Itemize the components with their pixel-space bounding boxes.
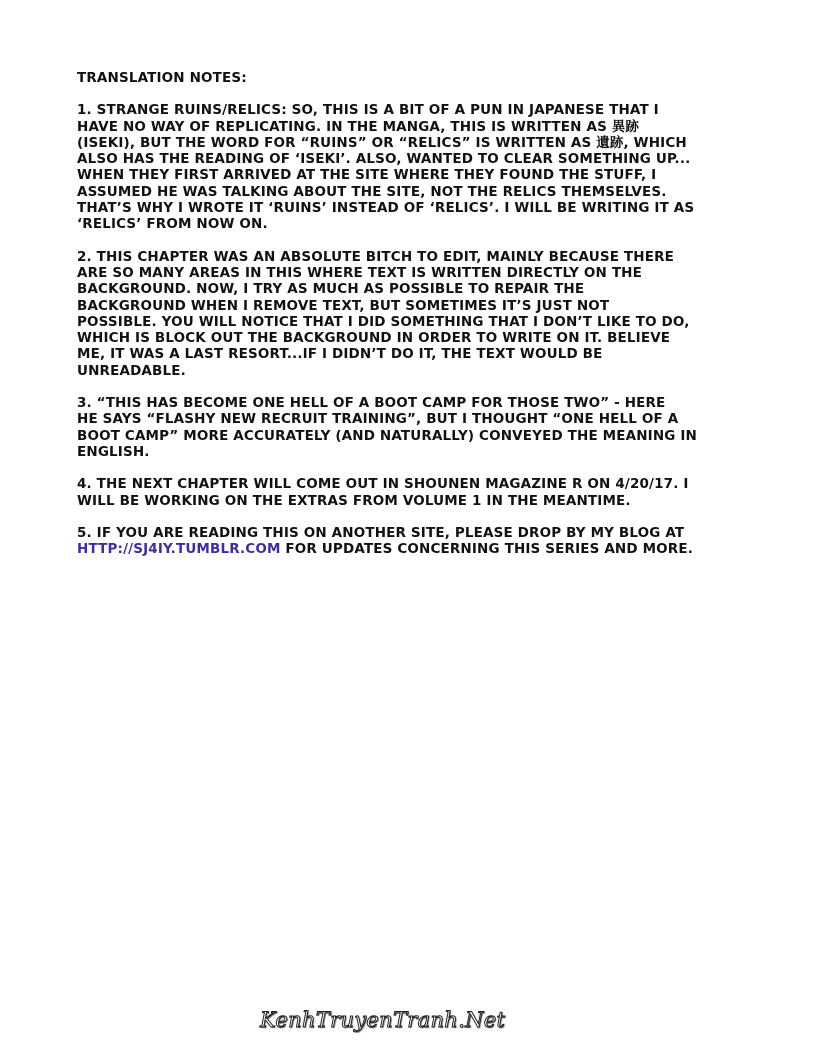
translation-notes [77, 70, 757, 573]
note-4: 4. THE NEXT CHAPTER WILL COME OUT IN SHOUNEN MAGAZINE R ON 4/20/17. I WILL BE WORKING ON THE EXTRAS FROM VOLUME 1 IN THE MEANTIME. [77, 476, 689, 509]
note-5 [77, 525, 757, 558]
note-5-text-start: 5. IF YOU ARE READING THIS ON ANOTHER SITE, PLEASE DROP BY MY BLOG AT [77, 524, 685, 541]
notes-title: TRANSLATION NOTES: [77, 70, 247, 86]
blog-link[interactable]: HTTP://SJ4IY.TUMBLR.COM [77, 541, 281, 558]
watermark-logo: KenhTruyenTranh.Net [260, 1008, 506, 1032]
note-5-text-end: FOR UPDATES CONCERNING THIS SERIES AND MORE. [280, 541, 693, 558]
note-2: 2. THIS CHAPTER WAS AN ABSOLUTE BITCH TO EDIT, MAINLY BECAUSE THERE ARE SO MANY AREAS IN THIS WHERE TEXT IS WRITTEN DIRECTLY ON THE BACKGROUND. NOW, I TRY AS MUCH AS POSSIBLE TO REPAIR THE BACKGROUND WHEN I REMOVE TEXT, BUT SOMETIMES IT’S JUST NOT POSSIBLE. YOU WILL NOTICE THAT I DID SOMETHING THAT I DON’T LIKE TO DO, WHICH IS BLOCK OUT THE BACKGROUND IN ORDER TO WRITE ON IT. BELIEVE ME, IT WAS A LAST RESORT...IF I DIDN’T DO IT, THE TEXT WOULD BE UNREADABLE. [77, 248, 690, 379]
note-3: 3. “THIS HAS BECOME ONE HELL OF A BOOT CAMP FOR THOSE TWO” - HERE HE SAYS “FLASHY NEW RECRUIT TRAINING”, BUT I THOUGHT “ONE HELL OF A BOOT CAMP” MORE ACCURATELY (AND NATURALLY) CONVEYED THE MEANING IN ENGLISH. [77, 395, 698, 460]
note-1: 1. STRANGE RUINS/RELICS: SO, THIS IS A BIT OF A PUN IN JAPANESE THAT I HAVE NO WAY OF REPLICATING. IN THE MANGA, THIS IS WRITTEN AS 異跡 (ISEKI), BUT THE WORD FOR “RUINS” OR “RELICS” IS WRITTEN AS 遺跡, WHICH ALSO HAS THE READING OF ‘ISEKI’. ALSO, WANTED TO CLEAR SOMETHING UP... WHEN THEY FIRST ARRIVED AT THE SITE WHERE THEY FOUND THE STUFF, I ASSUMED HE WAS TALKING ABOUT THE SITE, NOT THE RELICS THEMSELVES. THAT’S WHY I WROTE IT ‘RUINS’ INSTEAD OF ‘RELICS’. I WILL BE WRITING IT AS ‘RELICS’ FROM NOW ON. [77, 102, 695, 233]
